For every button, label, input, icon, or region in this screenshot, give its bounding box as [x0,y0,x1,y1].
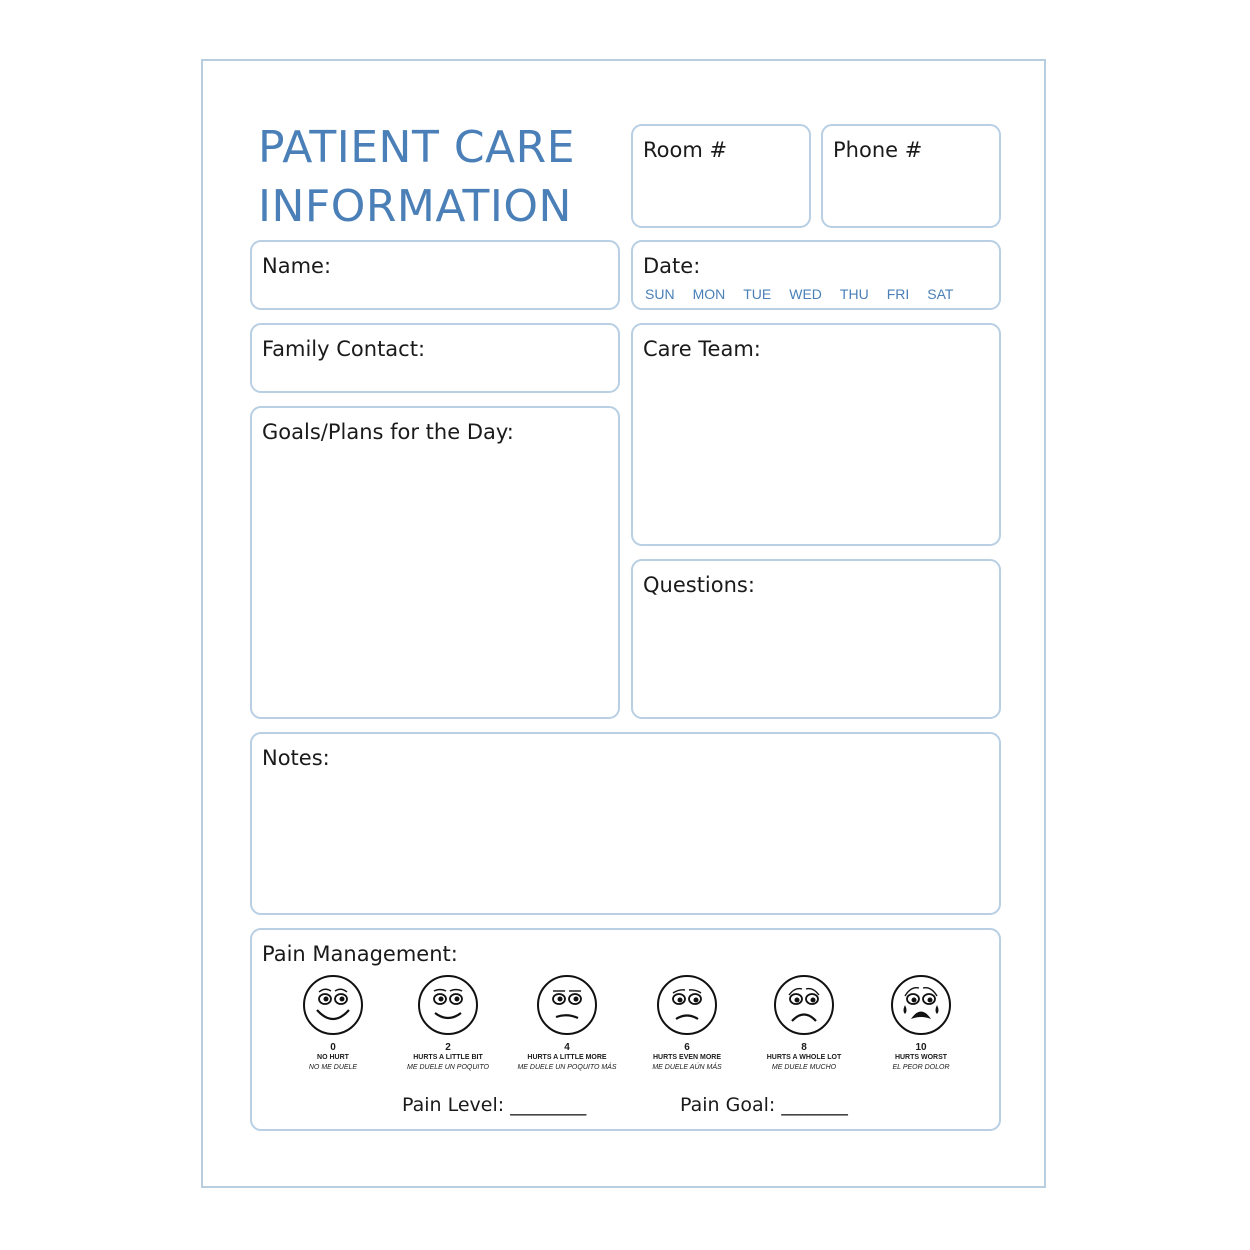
notes-label: Notes: [262,746,330,770]
pain-desc-en: HURTS EVEN MORE [652,1054,722,1061]
weekday-selector [645,286,971,302]
pain-score: 10 [915,1042,927,1053]
name-label: Name: [262,254,332,278]
pain-desc-en: NO HURT [317,1054,349,1061]
goals-field[interactable] [250,406,620,719]
pain-desc-es: ME DUELE UN POQUITO MÁS [517,1064,617,1071]
day-sun[interactable]: SUN [645,286,675,302]
pain-score: 4 [564,1042,570,1053]
pain-scale-item-10[interactable] [861,974,981,1073]
day-fri[interactable]: FRI [886,286,910,302]
pain-desc-en: HURTS WORST [894,1054,948,1061]
pain-score: 2 [445,1042,451,1053]
pain-scale-item-0[interactable] [273,974,393,1073]
questions-label: Questions: [643,573,755,597]
pain-desc-es: EL PEOR DOLOR [892,1064,950,1071]
slight-smile-face-icon [417,974,479,1036]
day-mon[interactable]: MON [692,286,726,302]
day-sat[interactable]: SAT [927,286,954,302]
pain-scale-item-4[interactable] [507,974,627,1073]
phone-field[interactable] [821,124,1001,228]
questions-field[interactable] [631,559,1001,719]
phone-label: Phone # [833,138,923,162]
title-line-2: INFORMATION [258,181,572,232]
care-team-field[interactable] [631,323,1001,546]
pain-management-label: Pain Management: [262,942,458,966]
frown-face-icon [656,974,718,1036]
smiling-face-icon [302,974,364,1036]
family-contact-label: Family Contact: [262,337,426,361]
page-title [258,118,618,236]
pain-goal-field[interactable]: Pain Goal: _______ [680,1094,848,1116]
pain-scale-item-2[interactable] [388,974,508,1073]
pain-desc-es: ME DUELE AÚN MÁS [652,1064,722,1071]
pain-desc-es: ME DUELE UN POQUITO [407,1064,489,1071]
pain-scale-item-8[interactable] [744,974,864,1073]
goals-label: Goals/Plans for the Day: [262,420,514,444]
pain-scale-item-6[interactable] [627,974,747,1073]
sad-face-icon [773,974,835,1036]
pain-score: 0 [330,1042,336,1053]
day-wed[interactable]: WED [789,286,822,302]
pain-level-field[interactable]: Pain Level: ________ [402,1094,587,1116]
date-label: Date: [643,254,701,278]
pain-desc-en: HURTS A WHOLE LOT [766,1054,842,1061]
title-line-1: PATIENT CARE [258,122,576,173]
pain-scale [292,974,982,1084]
room-field[interactable] [631,124,811,228]
room-label: Room # [643,138,728,162]
pain-desc-es: ME DUELE MUCHO [771,1064,837,1071]
pain-desc-en: HURTS A LITTLE MORE [527,1054,607,1061]
date-field[interactable] [631,240,1001,310]
crying-face-icon [890,974,952,1036]
day-thu[interactable]: THU [839,286,869,302]
neutral-face-icon [536,974,598,1036]
pain-desc-en: HURTS A LITTLE BIT [413,1054,483,1061]
care-team-label: Care Team: [643,337,761,361]
pain-desc-es: NO ME DUELE [308,1064,358,1071]
pain-score: 6 [684,1042,690,1053]
pain-management-section [250,928,1001,1131]
notes-field[interactable] [250,732,1001,915]
name-field[interactable] [250,240,620,310]
family-contact-field[interactable] [250,323,620,393]
day-tue[interactable]: TUE [743,286,772,302]
pain-score: 8 [801,1042,807,1053]
